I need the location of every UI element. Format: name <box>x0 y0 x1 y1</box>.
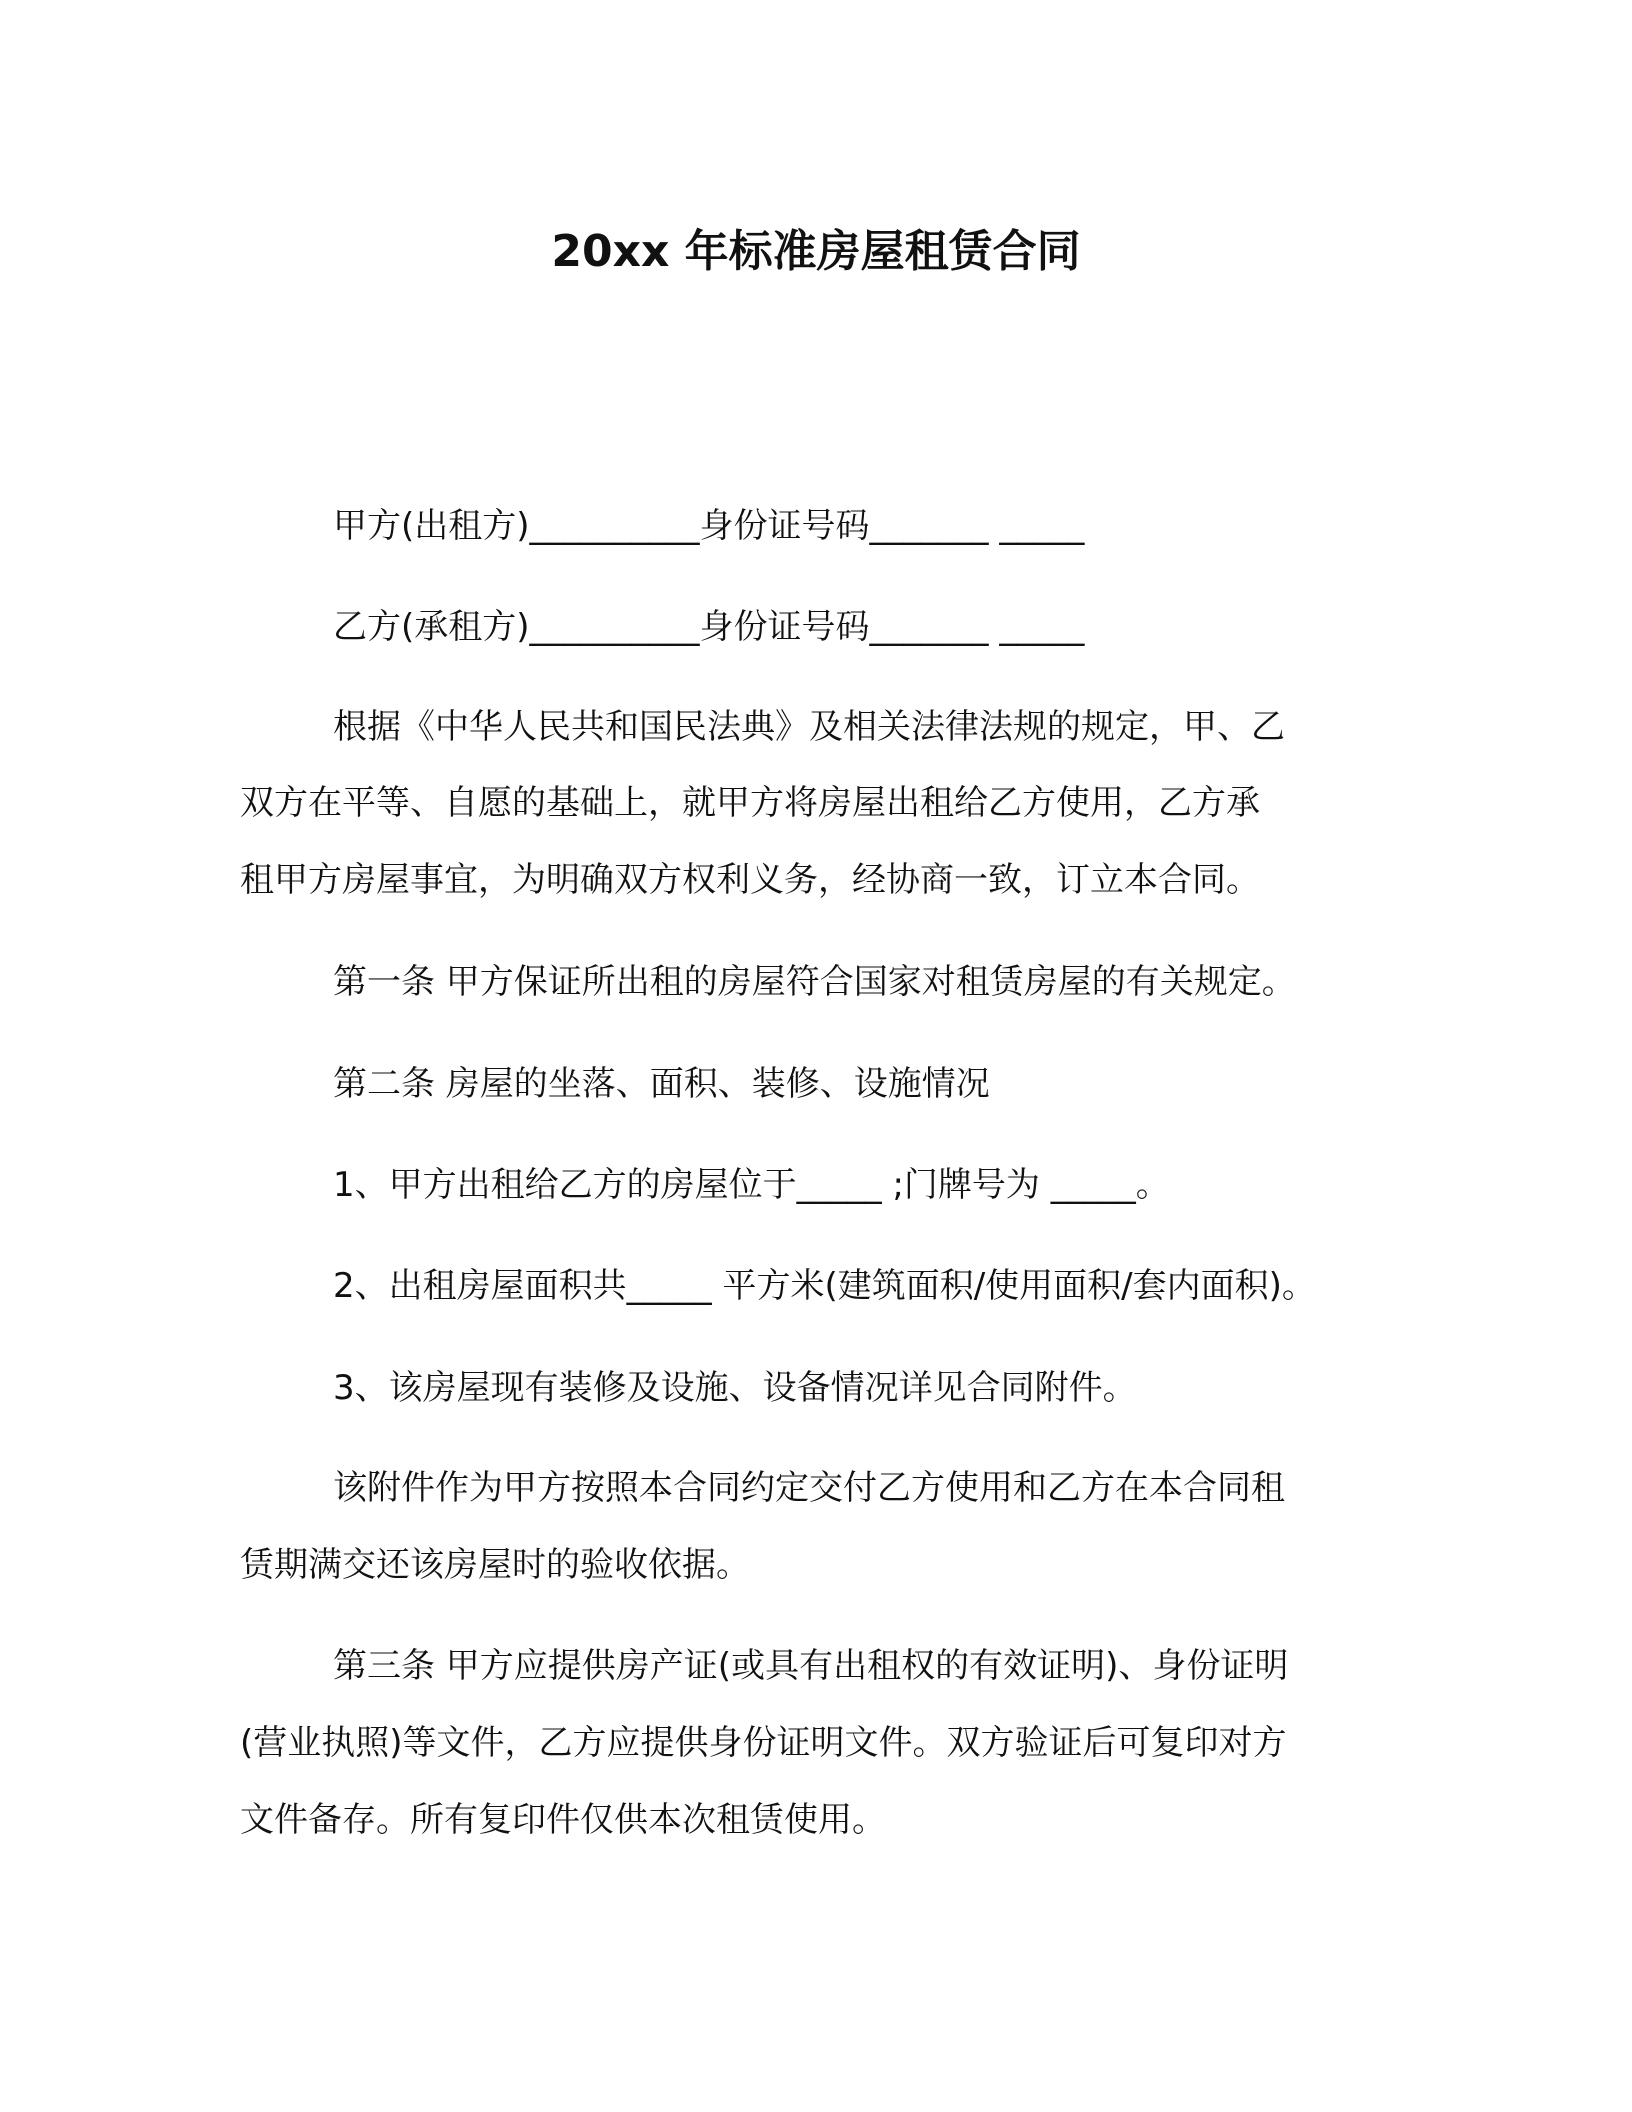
article-2-heading: 第二条 房屋的坐落、面积、装修、设施情况 <box>333 1064 990 1104</box>
preamble-line-2: 双方在平等、自愿的基础上，就甲方将房屋出租给乙方使用，乙方承 <box>240 783 1260 823</box>
article-3-line-2: (营业执照)等文件，乙方应提供身份证明文件。双方验证后可复印对方 <box>240 1723 1287 1763</box>
party-b-line: 乙方(承租方)__________身份证号码_______ _____ <box>333 607 1085 647</box>
preamble-line-3: 租甲方房屋事宜，为明确双方权利义务，经协商一致，订立本合同。 <box>240 860 1260 900</box>
article-3-line-3: 文件备存。所有复印件仅供本次租赁使用。 <box>240 1800 886 1840</box>
article-3-line-1: 第三条 甲方应提供房产证(或具有出租权的有效证明)、身份证明 <box>333 1646 1289 1686</box>
article-2-item-2: 2、出租房屋面积共_____ 平方米(建筑面积/使用面积/套内面积)。 <box>333 1266 1316 1306</box>
preamble-line-1: 根据《中华人民共和国民法典》及相关法律法规的规定，甲、乙 <box>333 707 1285 747</box>
annex-note-line-2: 赁期满交还该房屋时的验收依据。 <box>240 1545 750 1585</box>
article-2-item-3: 3、该房屋现有装修及设施、设备情况详见合同附件。 <box>333 1368 1137 1408</box>
annex-note-line-1: 该附件作为甲方按照本合同约定交付乙方使用和乙方在本合同租 <box>333 1468 1285 1508</box>
document-title: 20xx 年标准房屋租赁合同 <box>551 226 1081 277</box>
party-a-line: 甲方(出租方)__________身份证号码_______ _____ <box>333 506 1085 546</box>
article-2-item-1: 1、甲方出租给乙方的房屋位于_____ ;门牌号为 _____。 <box>333 1165 1170 1205</box>
article-1: 第一条 甲方保证所出租的房屋符合国家对租赁房屋的有关规定。 <box>333 962 1296 1002</box>
